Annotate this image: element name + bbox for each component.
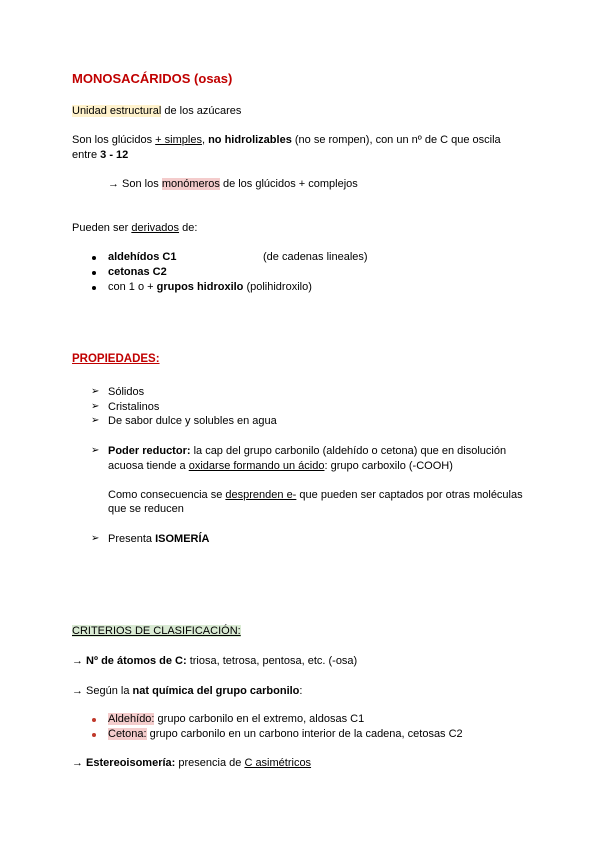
- carbonilo-item-rest: grupo carbonilo en un carbono interior de la cadena, cetosas C2: [146, 728, 463, 740]
- monomeros-text-a: Son los: [119, 178, 162, 190]
- consecuencia-underline: desprenden e-: [225, 489, 297, 501]
- deriv-item-post: (polihidroxilo): [243, 281, 312, 293]
- list-item: [108, 712, 364, 726]
- list-item: [108, 250, 176, 264]
- intro-line: [72, 104, 241, 118]
- poder-text-c: : grupo carboxilo (-COOH): [324, 460, 453, 472]
- def-underline-simples: + simples: [155, 134, 202, 146]
- poder-text-a: la cap del grupo carbonilo (aldehído o cetona) que en disolución: [190, 445, 507, 457]
- def-bold-range: 3 - 12: [100, 149, 129, 161]
- consecuencia-line-1: [108, 488, 523, 502]
- poder-text-b: acuosa tiende a: [108, 460, 189, 472]
- consecuencia-text-a: Como consecuencia se: [108, 489, 226, 501]
- crit2-bold: nat química del grupo carbonilo: [132, 685, 300, 697]
- bullet-icon: [92, 286, 96, 290]
- list-item: De sabor dulce y solubles en agua: [108, 415, 277, 427]
- crit3-text-a: presencia de: [175, 757, 245, 769]
- right-arrow-icon: →: [72, 757, 83, 769]
- poder-line-2: [108, 459, 453, 473]
- highlight-cetona: Cetona:: [108, 728, 147, 740]
- list-item-isomeria: [108, 532, 210, 546]
- deriv-item-bold: grupos hidroxilo: [156, 281, 244, 293]
- highlight-monomeros: monómeros: [161, 178, 220, 190]
- derivados-text-a: Pueden ser: [72, 222, 132, 234]
- deriv-item-pre: con 1 o +: [108, 281, 157, 293]
- deriv-item-extra: (de cadenas lineales): [263, 251, 368, 263]
- list-item: Cristalinos: [108, 401, 160, 413]
- monomeros-line: [108, 177, 358, 191]
- bullet-icon: [92, 256, 96, 260]
- poder-bold: Poder reductor:: [108, 445, 191, 457]
- bullet-icon: [92, 718, 96, 722]
- carbonilo-item-rest: grupo carbonilo en el extremo, aldosas C1: [154, 713, 365, 725]
- right-arrow-icon: →: [72, 685, 83, 697]
- criterio-estereoisomeria: [72, 756, 311, 770]
- arrowhead-bullet-icon: ➢: [91, 386, 100, 397]
- def-bold-no-hidrolizables: no hidrolizables: [208, 134, 292, 146]
- isomeria-text: Presenta: [108, 533, 156, 545]
- arrowhead-bullet-icon: ➢: [91, 401, 100, 412]
- definition-line-2: [72, 148, 128, 162]
- def-text-e: (no se rompen), con un nº de C que oscila: [291, 134, 501, 146]
- highlight-aldehido: Aldehído:: [108, 713, 155, 725]
- list-item: [108, 727, 463, 741]
- isomeria-bold: ISOMERÍA: [155, 533, 210, 545]
- poder-underline: oxidarse formando un ácido: [188, 460, 325, 472]
- section-title-criterios: [72, 624, 241, 638]
- criterio-carbonilo: [72, 684, 302, 698]
- crit2-text-a: Según la: [83, 685, 133, 697]
- crit1-rest: triosa, tetrosa, pentosa, etc. (-osa): [186, 655, 358, 667]
- consecuencia-text-b: que pueden ser captados por otras moléculas: [296, 489, 523, 501]
- list-item: [108, 265, 167, 279]
- deriv-item-bold: cetonas C2: [108, 266, 167, 278]
- monomeros-text-b: de los glúcidos + complejos: [219, 178, 358, 190]
- arrowhead-bullet-icon: ➢: [91, 445, 100, 456]
- derivados-underline: derivados: [131, 222, 180, 234]
- list-item-poder-reductor: [108, 444, 506, 458]
- section-title-propiedades: PROPIEDADES:: [72, 353, 160, 365]
- arrowhead-bullet-icon: ➢: [91, 415, 100, 426]
- consecuencia-line-2: que se reducen: [108, 503, 184, 515]
- bullet-icon: [92, 271, 96, 275]
- crit3-bold: Estereoisomería:: [83, 757, 176, 769]
- right-arrow-icon: →: [108, 178, 119, 190]
- arrowhead-bullet-icon: ➢: [91, 533, 100, 544]
- derivados-text-b: de:: [179, 222, 198, 234]
- criterio-atomos: [72, 654, 357, 668]
- def-text-c: ,: [201, 134, 209, 146]
- list-item: [108, 280, 312, 294]
- def-text-a: Son los glúcidos: [72, 134, 156, 146]
- crit3-underline: C asimétricos: [244, 757, 312, 769]
- bullet-icon: [92, 733, 96, 737]
- page-title: MONOSACÁRIDOS (osas): [72, 71, 233, 86]
- right-arrow-icon: →: [72, 655, 83, 667]
- list-item: Sólidos: [108, 386, 145, 398]
- definition-line-1: [72, 133, 501, 147]
- deriv-item-bold: aldehídos C1: [108, 251, 177, 263]
- intro-rest: de los azúcares: [161, 105, 242, 117]
- highlight-unidad-estructural: Unidad estructural: [72, 105, 162, 117]
- crit1-bold: Nº de átomos de C:: [83, 655, 187, 667]
- derivados-line: [72, 221, 197, 235]
- crit2-text-b: :: [299, 685, 303, 697]
- criterios-title-text: CRITERIOS DE CLASIFICACIÓN:: [72, 625, 241, 637]
- def-text-f: entre: [72, 149, 101, 161]
